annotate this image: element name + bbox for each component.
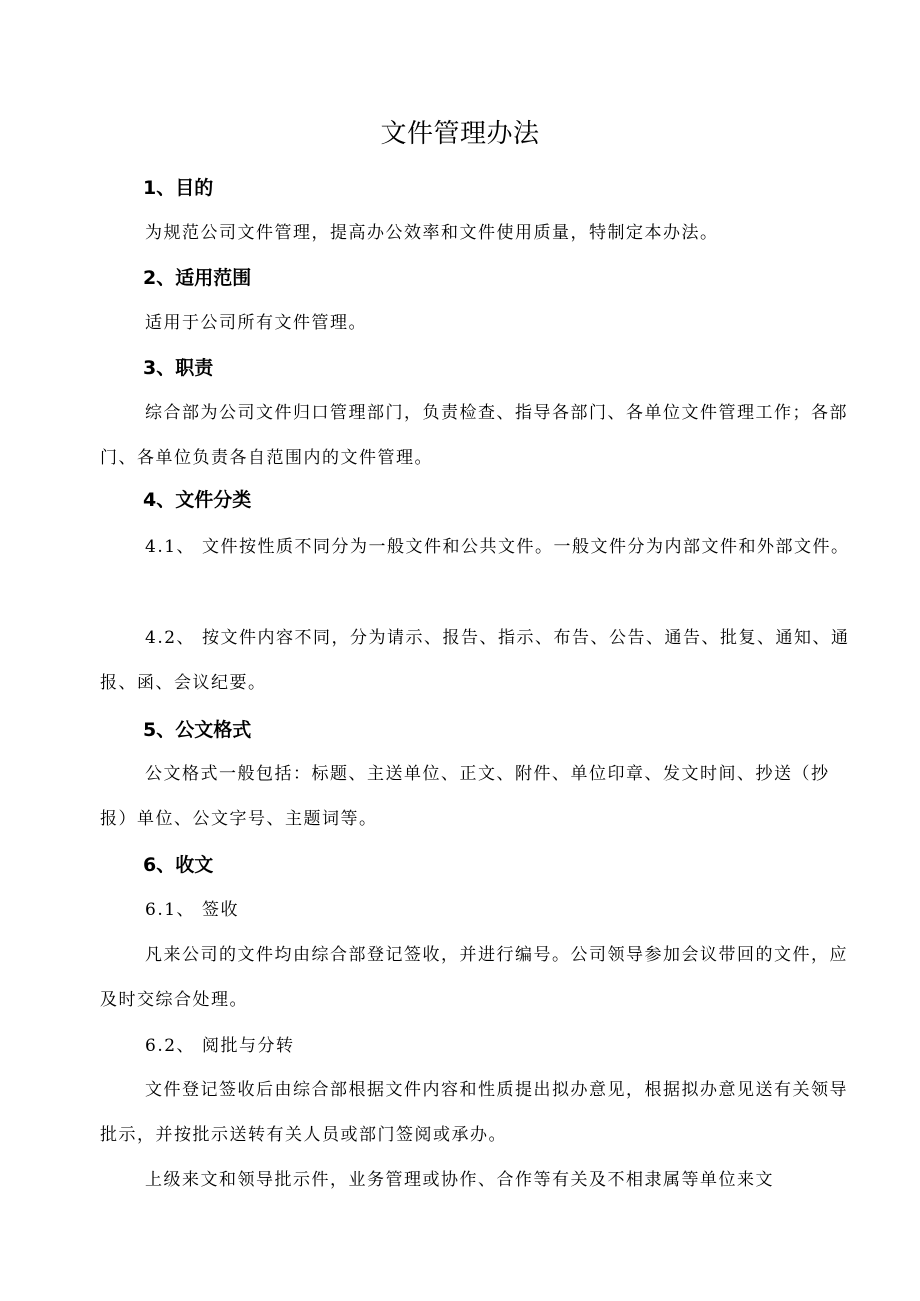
paragraph-purpose: 为规范公司文件管理，提高办公效率和文件使用质量，特制定本办法。 — [145, 223, 719, 243]
section-heading-responsibility: 3、职责 — [143, 357, 214, 379]
paragraph-classification-4-1: 4.1、 文件按性质不同分为一般文件和公共文件。一般文件分为内部文件和外部文件。 — [145, 537, 850, 557]
document-title: 文件管理办法 — [380, 119, 540, 149]
subsection-label-6-1: 6.1、 签收 — [145, 900, 239, 920]
section-heading-purpose: 1、目的 — [143, 177, 214, 199]
subsection-label-6-2: 6.2、 阅批与分转 — [145, 1036, 295, 1056]
section-heading-receiving: 6、收文 — [143, 854, 214, 876]
paragraph-sign-receipt: 凡来公司的文件均由综合部登记签收，并进行编号。公司领导参加会议带回的文件，应及时交综合处理。 — [100, 945, 848, 1010]
section-heading-classification: 4、文件分类 — [143, 489, 252, 511]
section-heading-format: 5、公文格式 — [143, 719, 252, 741]
paragraph-scope: 适用于公司所有文件管理。 — [145, 313, 367, 333]
paragraph-format: 公文格式一般包括：标题、主送单位、正文、附件、单位印章、发文时间、抄送（抄报）单位、公文字号、主题词等。 — [100, 764, 830, 829]
paragraph-responsibility: 综合部为公司文件归口管理部门，负责检查、指导各部门、各单位文件管理工作；各部门、各单位负责各自范围内的文件管理。 — [100, 403, 848, 468]
paragraph-review-distribute: 文件登记签收后由综合部根据文件内容和性质提出拟办意见，根据拟办意见送有关领导批示，并按批示送转有关人员或部门签阅或承办。 — [100, 1080, 848, 1145]
paragraph-classification-4-2: 4.2、 按文件内容不同，分为请示、报告、指示、布告、公告、通告、批复、通知、通报、函、会议纪要。 — [100, 628, 850, 693]
section-heading-scope: 2、适用范围 — [143, 267, 252, 289]
paragraph-superior-documents: 上级来文和领导批示件，业务管理或协作、合作等有关及不相隶属等单位来文 — [145, 1170, 774, 1190]
